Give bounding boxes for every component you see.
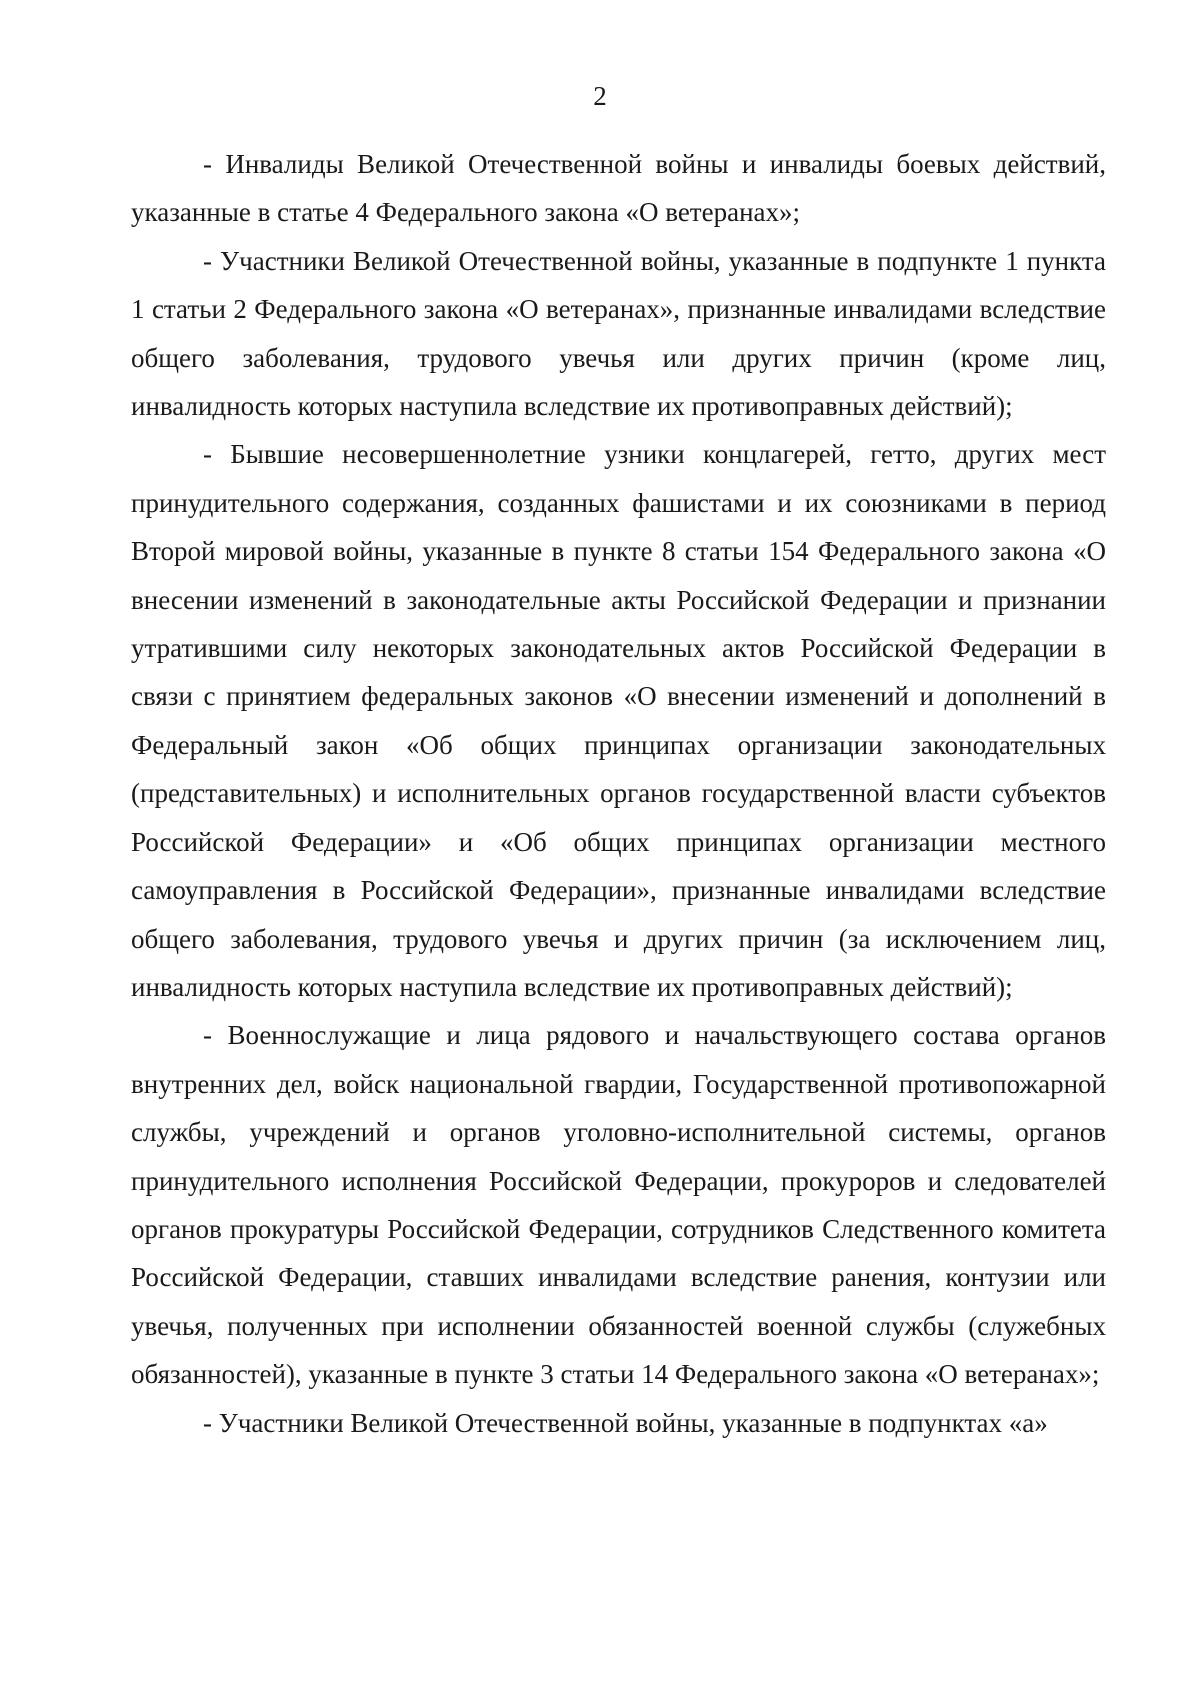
paragraph-war-participants: - Участники Великой Отечественной войны, указанные в подпункте 1 пункта 1 статьи 2 Федерального закона «О ветеранах», признанные инвалидами вследствие общего заболевания, трудового увечья или других причин (кроме лиц, инвалидность которых наступила вследствие их противоправных действий); bbox=[131, 245, 1106, 422]
paragraph-former-prisoners: - Бывшие несовершеннолетние узники концлагерей, гетто, других мест принудительного содержания, созданных фашистами и их союзниками в период Второй мировой войны, указанные в пункте 8 статьи 154 Федерального закона «О внесении изменений в законодательные акты Российской Федерации и признании утратившими силу некоторых законодательных актов Российской Федерации в связи с принятием федеральных законов «О внесении изменений и дополнений в Федеральный закон «Об общих принципах организации законодательных (представительных) и исполнительных органов государственной власти субъектов Российской Федерации» и «Об общих принципах организации местного самоуправления в Российской Федерации», признанные инвалидами вследствие общего заболевания, трудового увечья и других причин (за исключением лиц, инвалидность которых наступила вследствие их противоправных действий); bbox=[131, 439, 1106, 1002]
document-body bbox=[131, 140, 1106, 1447]
page-number: 2 bbox=[593, 81, 607, 111]
paragraph-disabled-veterans: - Инвалиды Великой Отечественной войны и инвалиды боевых действий, указанные в статье 4 Федерального закона «О ветеранах»; bbox=[131, 149, 1106, 228]
paragraph-war-participants-subpoints: - Участники Великой Отечественной войны, указанные в подпунктах «а» bbox=[203, 1407, 1048, 1438]
paragraph-servicemen: - Военнослужащие и лица рядового и начальствующего состава органов внутренних дел, войск национальной гвардии, Государственной противопожарной службы, учреждений и органов уголовно-исполнительной системы, органов принудительного исполнения Российской Федерации, прокуроров и следователей органов прокуратуры Российской Федерации, сотрудников Следственного комитета Российской Федерации, ставших инвалидами вследствие ранения, контузии или увечья, полученных при исполнении обязанностей военной службы (служебных обязанностей), указанные в пункте 3 статьи 14 Федерального закона «О ветеранах»; bbox=[131, 1020, 1106, 1390]
